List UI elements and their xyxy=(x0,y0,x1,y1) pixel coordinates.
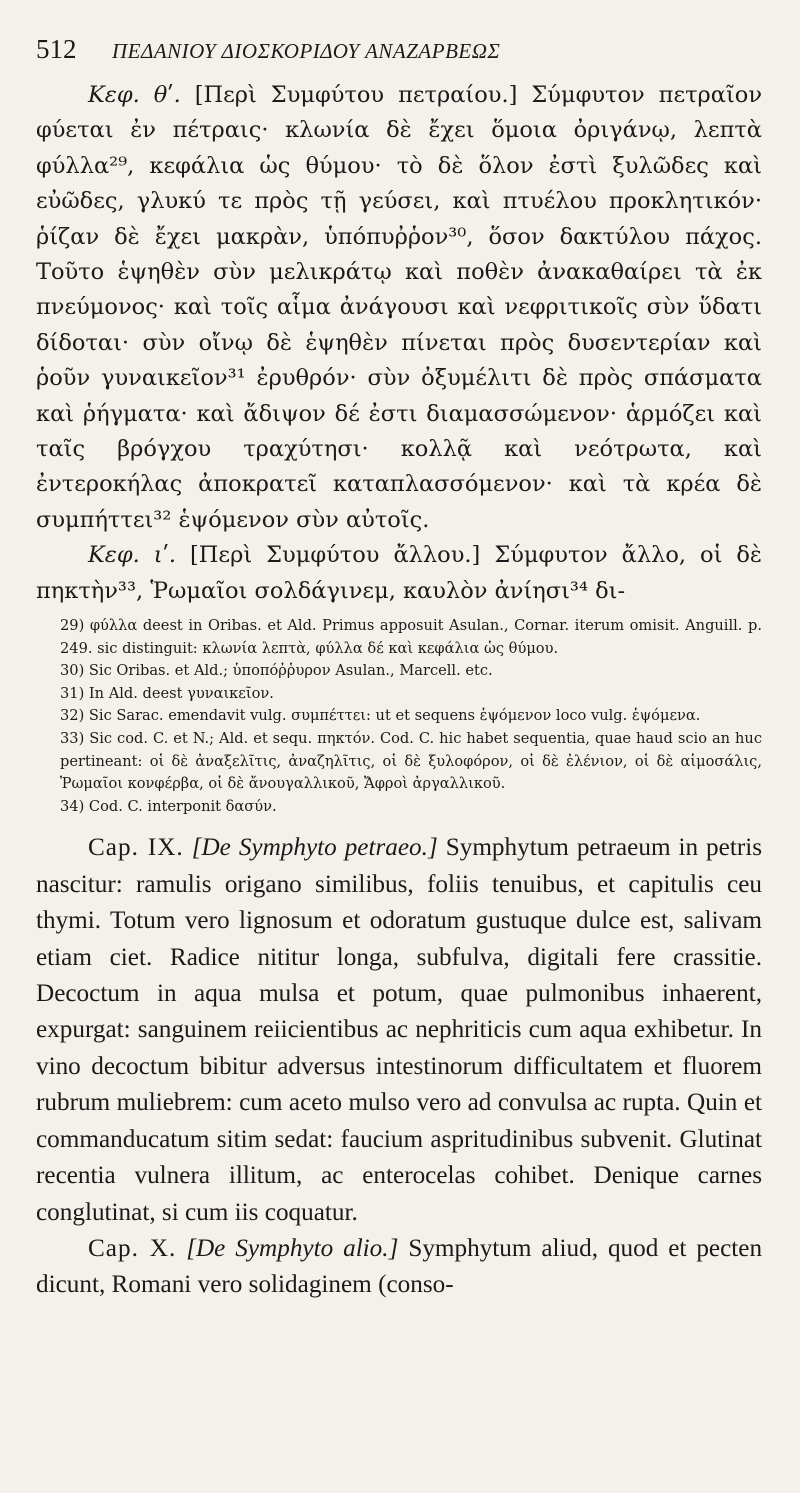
greek-chapter-10 xyxy=(36,538,762,609)
latin-chapter-10-heading: Cap. X. xyxy=(88,1234,177,1262)
footnote-33: 33) Sic cod. C. et N.; Ald. et sequ. πηκτόν. Cod. C. hic habet sequentia, quae haud scio an huc pertineant: οἱ δὲ ἀναξελῖτις, ἀναζηλῖτις, οἱ δὲ ξυλοφόρον, οἱ δὲ ἐλένιον, οἱ δὲ αἱμοσάλις, Ῥωμαῖοι κονφέρβα, οἱ δὲ ἄνουγαλλικοῦ, Ἄφροὶ ἀργαλλικοῦ. xyxy=(60,730,762,793)
footnote-34: 34) Cod. C. interponit δασύν. xyxy=(60,797,277,815)
greek-chapter-9 xyxy=(36,78,762,538)
page-number: 512 xyxy=(36,34,77,64)
latin-chapter-9 xyxy=(36,830,762,1230)
latin-chapter-9-heading: Cap. IX. xyxy=(88,834,184,862)
footnote-29: 29) φύλλα deest in Oribas. et Ald. Primus apposuit Asulan., Cornar. iterum omisit. Anguill. p. 249. sic distinguit: κλωνία λεπτὰ, φύλλα δέ καὶ κεφάλια ὡς θύμου. xyxy=(60,617,762,657)
latin-chapter-10-title: [De Symphyto alio.] xyxy=(186,1234,399,1262)
latin-chapter-9-body: Symphytum petraeum in petris nascitur: ramulis origano similibus, foliis tenuibus, et capitulis ceu thymi. Totum vero lignosum et odoratum gustuque dulce est, salivam etiam ciet. Radice nititur longa, subfulva, digitali fere crassitie. Decoctum in aqua mulsa et potum, quae pulmonibus inhaerent, expurgat: sanguinem reiicientibus ac nephriticis cum aqua exhibetur. In vino decoctum bibitur adversus intestinorum difficultatem et fluorem rubrum muliebrem: cum aceto mulso vero ad convulsa ac rupta. Quin et commanducatum sitim sedat: faucium aspritudinibus subvenit. Glutinat recentia vulnera illitum, ac enterocelas cohibet. Denique carnes conglutinat, si cum iis coquatur. xyxy=(36,834,763,1226)
latin-chapter-10-body: Symphytum aliud, quod et pecten dicunt, Romani vero solidaginem (conso- xyxy=(36,1234,763,1299)
latin-chapter-9-title: [De Symphyto petraeo.] xyxy=(191,834,438,862)
greek-chapter-10-body: Σύμφυτον ἄλλο, οἱ δὲ πηκτὴν³³, Ῥωμαῖοι σολδάγινεμ, καυλὸν ἀνίησι³⁴ δι- xyxy=(36,542,763,604)
greek-chapter-10-title: [Περὶ Συμφύτου ἄλλου.] xyxy=(190,542,481,569)
footnotes xyxy=(36,615,762,818)
running-title: ΠΕΔΑΝΙΟΥ ΔΙΟΣΚΟΡΙΔΟΥ ΑΝΑΖΑΡΒΕΩΣ xyxy=(112,39,501,63)
latin-text xyxy=(36,830,762,1303)
page-header xyxy=(36,34,762,78)
greek-chapter-9-heading: Κεφ. θʹ. xyxy=(88,82,181,108)
greek-chapter-9-body: Σύμφυτον πετραῖον φύεται ἐν πέτραις· κλωνία δὲ ἔχει ὅμοια ὀριγάνῳ, λεπτὰ φύλλα²⁹, κεφάλια ὡς θύμου· τὸ δὲ ὅλον ἐστὶ ξυλῶδες καὶ εὐῶδες, γλυκύ τε πρὸς τῇ γεύσει, καὶ πτυέλου προκλητικόν· ῥίζαν δὲ ἔχει μακρὰν, ὑπόπυῤῥον³⁰, ὅσον δακτύλου πάχος. Τοῦτο ἑψηθὲν σὺν μελικράτῳ καὶ ποθὲν ἀνακαθαίρει τὰ ἐκ πνεύμονος· καὶ τοῖς αἷμα ἀνάγουσι καὶ νεφριτικοῖς σὺν ὕδατι δίδοται· σὺν οἴνῳ δὲ ἑψηθὲν πίνεται πρὸς δυσεντερίαν καὶ ῥοῦν γυναικεῖον³¹ ἐρυθρόν· σὺν ὀξυμέλιτι δὲ πρὸς σπάσματα καὶ ῥήγματα· καὶ ἄδιψον δέ ἐστι διαμασσώμενον· ἁρμόζει καὶ ταῖς βρόγχου τραχύτησι· κολλᾷ καὶ νεότρωτα, καὶ ἐντεροκήλας ἀποκρατεῖ καταπλασσόμενον· καὶ τὰ κρέα δὲ συμπήττει³² ἑψόμενον σὺν αὐτοῖς. xyxy=(36,82,763,533)
footnote-32: 32) Sic Sarac. emendavit vulg. συμπέττει: ut et sequens ἑψόμενον loco vulg. ἑψόμενα. xyxy=(60,707,701,725)
greek-chapter-10-heading: Κεφ. ιʹ. xyxy=(88,542,177,569)
latin-chapter-10 xyxy=(36,1231,762,1304)
footnote-31: 31) In Ald. deest γυναικεῖον. xyxy=(60,684,274,702)
greek-chapter-9-title: [Περὶ Συμφύτου πετραίου.] xyxy=(194,82,518,108)
footnote-30: 30) Sic Oribas. et Ald.; ὑποπόῤῥυρον Asulan., Marcell. etc. xyxy=(60,662,493,680)
greek-text xyxy=(36,78,762,609)
